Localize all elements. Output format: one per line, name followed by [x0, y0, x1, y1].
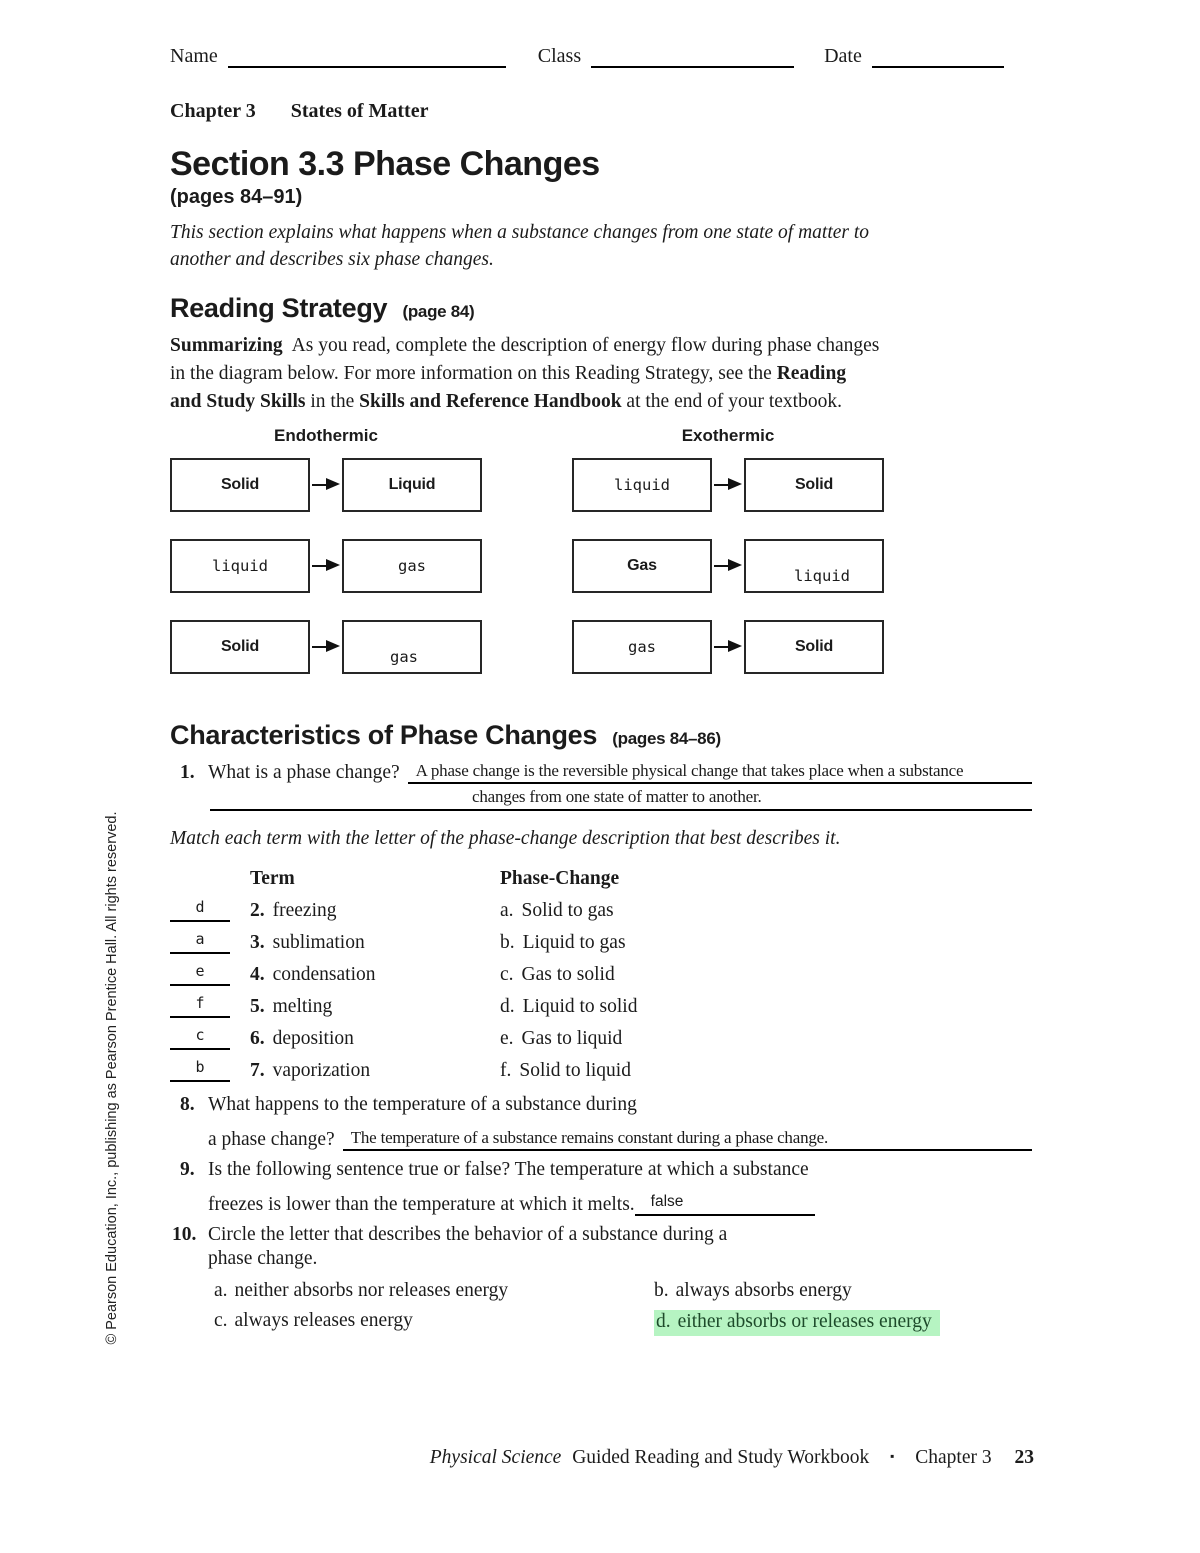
reading-strategy-page-ref: (page 84) [402, 302, 475, 321]
diagram-row [170, 539, 482, 593]
question-1 [170, 761, 1032, 811]
phase-box-solid: Solid [170, 620, 310, 674]
section-pages-ref: (pages 84–91) [170, 186, 303, 208]
reading-strategy-title: Reading Strategy [170, 293, 388, 323]
phase-option: e. Gas to liquid [500, 1028, 623, 1049]
bullet-square-icon: ▪ [890, 1449, 895, 1463]
phase-box-solid: Solid [744, 458, 884, 512]
arrow-right-icon [714, 565, 730, 567]
name-blank [228, 44, 506, 68]
question-text: freezes is lower than the temperature at which it melts. [208, 1194, 635, 1215]
phase-box-gas: Gas [572, 539, 712, 593]
term-item: 7. vaporization [250, 1060, 371, 1081]
q9-answer: false [650, 1193, 684, 1210]
book-subtitle: Guided Reading and Study Workbook [572, 1447, 870, 1468]
chapter-label: Chapter 3 [170, 100, 256, 122]
term-item: 4. condensation [250, 964, 376, 985]
match-table [170, 860, 1032, 1082]
phase-option: c. Gas to solid [500, 964, 615, 985]
option-b: b. always absorbs energy [654, 1280, 852, 1301]
reading-strategy-heading [170, 293, 1032, 324]
q8-answer: The temperature of a substance remains constant during a phase change. [343, 1128, 1032, 1151]
term-item: 6. deposition [250, 1028, 354, 1049]
q1-answer-line-1: A phase change is the reversible physical change that takes place when a substance [408, 761, 1032, 784]
summarizing-lead-in: Summarizing [170, 335, 283, 356]
page-number: 23 [1014, 1447, 1034, 1468]
answer-options [214, 1280, 1032, 1336]
diagram-row [170, 620, 482, 674]
option-c: c. always releases energy [214, 1310, 413, 1331]
match-row [170, 986, 1032, 1018]
diagram-row [572, 539, 884, 593]
question-text: a phase change? [208, 1129, 335, 1150]
answer-blank: d [170, 896, 230, 922]
exothermic-title: Exothermic [681, 426, 775, 445]
question-8 [170, 1094, 1032, 1151]
match-row [170, 1050, 1032, 1082]
answer-blank: c [170, 1024, 230, 1050]
endothermic-title: Endothermic [274, 426, 378, 445]
skills-handbook-ref: Skills and Reference Handbook [359, 391, 622, 412]
phase-box-solid: Solid [744, 620, 884, 674]
match-table-header [170, 860, 1032, 890]
characteristics-title: Characteristics of Phase Changes [170, 720, 598, 750]
class-label: Class [537, 45, 582, 67]
question-number: 10. [172, 1224, 197, 1245]
option-a: a. neither absorbs nor releases energy [214, 1280, 509, 1301]
question-text: What is a phase change? [208, 762, 400, 783]
name-class-date-row [170, 42, 1032, 68]
chapter-title: States of Matter [290, 100, 429, 122]
phase-box-gas-answer: gas [342, 620, 482, 674]
phase-option: b. Liquid to gas [500, 932, 626, 953]
copyright-sidebar: © Pearson Education, Inc., publishing as Pearson Prentice Hall. All rights reserved. [104, 811, 120, 1345]
arrow-right-icon [312, 484, 328, 486]
question-text: phase change. [208, 1248, 318, 1269]
match-row [170, 1018, 1032, 1050]
match-row [170, 954, 1032, 986]
answer-blank: a [170, 928, 230, 954]
answer-blank: f [170, 992, 230, 1018]
phase-box-gas-answer: gas [572, 620, 712, 674]
exothermic-column [572, 458, 884, 674]
term-item: 2. freezing [250, 900, 337, 921]
answer-blank: e [170, 960, 230, 986]
question-number: 9. [180, 1159, 195, 1180]
summarizing-text: in the [305, 391, 360, 412]
highlighted-answer: d. either absorbs or releases energy [654, 1310, 940, 1336]
characteristics-heading [170, 720, 1032, 751]
answer-blank: b [170, 1056, 230, 1082]
question-number: 8. [180, 1094, 195, 1115]
reading-study-skills-ref: Reading and Study Skills [170, 363, 847, 412]
footer-chapter-ref: Chapter 3 [915, 1447, 992, 1468]
arrow-right-icon [714, 484, 730, 486]
term-header: Term [250, 868, 295, 889]
date-label: Date [824, 45, 862, 67]
phase-change-header: Phase-Change [500, 868, 620, 889]
phase-option: d. Liquid to solid [500, 996, 638, 1017]
diagram-row [170, 458, 482, 512]
term-item: 3. sublimation [250, 932, 365, 953]
q9-answer-blank [635, 1190, 815, 1216]
phase-box-liquid-answer: liquid [744, 539, 884, 593]
q1-answer-line-2: changes from one state of matter to another. [210, 784, 1032, 811]
characteristics-pages-ref: (pages 84–86) [612, 729, 721, 748]
phase-box-solid: Solid [170, 458, 310, 512]
arrow-right-icon [312, 646, 328, 648]
section-intro: This section explains what happens when a substance changes from one state of matter to another and describes six phase changes. [170, 222, 870, 270]
phase-box-liquid-answer: liquid [170, 539, 310, 593]
phase-option: f. Solid to liquid [500, 1060, 631, 1081]
book-title: Physical Science [429, 1447, 562, 1468]
question-10 [170, 1224, 1032, 1336]
match-row [170, 890, 1032, 922]
match-row [170, 922, 1032, 954]
match-instructions: Match each term with the letter of the phase-change description that best describes it. [170, 828, 841, 849]
summarizing-text: As you read, complete the description of energy flow during phase changes in the diagram below. For more information on this Reading Strategy, see the [170, 335, 880, 384]
option-d-highlighted [654, 1310, 1032, 1336]
diagram-row [572, 458, 884, 512]
phase-box-gas-answer: gas [342, 539, 482, 593]
question-9 [170, 1159, 1032, 1216]
phase-option: a. Solid to gas [500, 900, 614, 921]
arrow-right-icon [714, 646, 730, 648]
phase-change-diagram [170, 426, 1032, 674]
chapter-line [170, 100, 1032, 123]
phase-box-liquid: Liquid [342, 458, 482, 512]
summarizing-paragraph [170, 332, 882, 416]
arrow-right-icon [312, 565, 328, 567]
question-text: Circle the letter that describes the behavior of a substance during a [208, 1224, 728, 1245]
term-item: 5. melting [250, 996, 333, 1017]
question-text: What happens to the temperature of a substance during [208, 1094, 637, 1115]
phase-box-liquid-answer: liquid [572, 458, 712, 512]
endothermic-column [170, 458, 482, 674]
question-number: 1. [180, 762, 195, 783]
question-text: Is the following sentence true or false? The temperature at which a substance [208, 1159, 809, 1180]
diagram-row [572, 620, 884, 674]
name-label: Name [170, 45, 218, 67]
summarizing-text: at the end of your textbook. [621, 391, 842, 412]
class-blank [591, 44, 794, 68]
date-blank [872, 44, 1004, 68]
page-footer [430, 1447, 1034, 1469]
section-title: Section 3.3 Phase Changes [170, 145, 600, 183]
